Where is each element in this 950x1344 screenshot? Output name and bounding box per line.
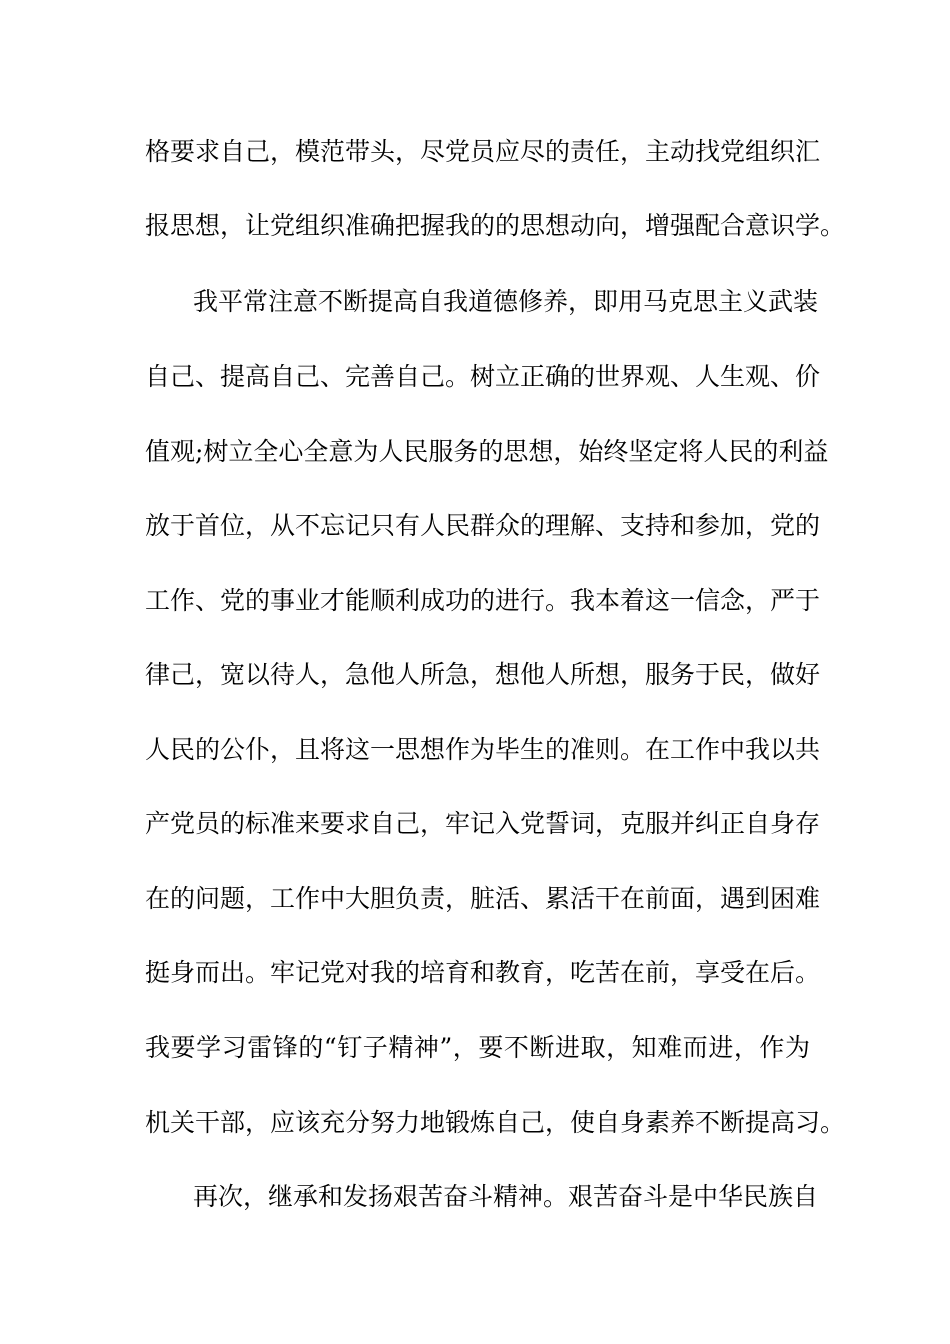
text-line: 报思想，让党组织准确把握我的的思想动向，增强配合意识学。 bbox=[145, 211, 846, 240]
text-line: 工作、党的事业才能顺利成功的进行。我本着这一信念，严于 bbox=[145, 586, 821, 615]
text-line: 机关干部，应该充分努力地锻炼自己，使自身素养不断提高习。 bbox=[145, 1108, 846, 1137]
text-line: 在的问题，工作中大胆负责，脏活、累活干在前面，遇到困难 bbox=[145, 884, 821, 913]
text-line: 格要求自己，模范带头，尽党员应尽的责任，主动找党组织汇 bbox=[145, 137, 821, 166]
text-line: 放于首位，从不忘记只有人民群众的理解、支持和参加，党的 bbox=[145, 511, 821, 540]
text-line: 挺身而出。牢记党对我的培育和教育，吃苦在前，享受在后。 bbox=[145, 958, 821, 987]
text-line: 再次，继承和发扬艰苦奋斗精神。艰苦奋斗是中华民族自 bbox=[193, 1182, 819, 1211]
text-line: 律己，宽以待人，急他人所急，想他人所想，服务于民，做好 bbox=[145, 660, 821, 689]
text-line: 产党员的标准来要求自己，牢记入党誓词，克服并纠正自身存 bbox=[145, 809, 821, 838]
text-line: 我平常注意不断提高自我道德修养，即用马克思主义武装 bbox=[193, 287, 819, 316]
text-line: 人民的公仆，且将这一思想作为毕生的准则。在工作中我以共 bbox=[145, 735, 821, 764]
text-line: 我要学习雷锋的“钉子精神”，要不断进取，知难而进，作为 bbox=[145, 1033, 810, 1062]
text-line: 值观;树立全心全意为人民服务的思想，始终坚定将人民的利益 bbox=[145, 437, 829, 466]
text-line: 自己、提高自己、完善自己。树立正确的世界观、人生观、价 bbox=[145, 362, 821, 391]
